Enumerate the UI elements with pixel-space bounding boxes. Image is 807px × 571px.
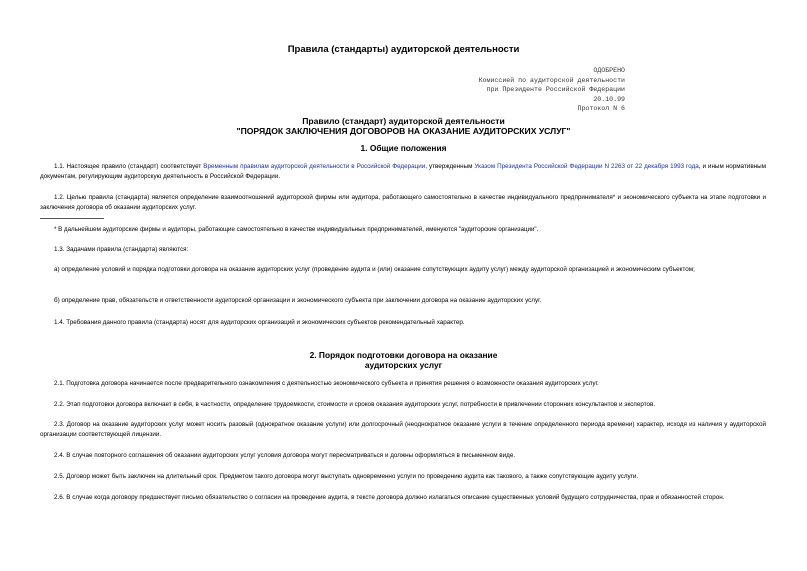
paragraph-2-1: 2.1. Подготовка договора начинается после предварительного ознакомления с деятельностью экономического субъекта и принятия решения о возможности оказания аудиторских услуг. (54, 380, 599, 387)
link-presidential-decree[interactable]: Указом Президента Российской Федерации N 2263 от 22 декабря 1993 года (474, 163, 699, 170)
paragraph-2-5: 2.5. Договор может быть заключен на длительный срок. Предметом такого договора могут выступать одновременно услуги по проведению аудита как такового, а также сопутствующие аудиту услуги. (54, 473, 639, 480)
rule-title-line: Правило (стандарт) аудиторской деятельности (302, 116, 505, 126)
approval-line: Протокол N 6 (577, 105, 625, 113)
footnote-divider (40, 218, 104, 219)
paragraph-1-3-b: б) определение прав, обязательств и ответственности аудиторской организации и экономического субъекта при заключении договора на оказание аудиторских услуг. (54, 297, 542, 304)
link-temporary-rules[interactable]: Временным правилам аудиторской деятельности в Российской Федерации (203, 163, 426, 170)
paragraph-1-1: 1.1. Настоящее правило (стандарт) соответствует Временным правилам аудиторской деятельности в Российской Федерации, утвержденным Указом Президента Российской Федерации N 2263 от 22 декабря 1993 года, и иным нормативным документам, регулирующим аудиторскую деятельность в Российской Федерации. (40, 163, 766, 181)
approval-line: Комиссией по аудиторской деятельности (478, 76, 625, 84)
paragraph-2-2: 2.2. Этап подготовки договора включает в себя, в частности, определение трудоемкости, стоимости и сроков оказания аудиторских услуг, потребности в привлечении сторонних консультантов и экспертов. (54, 401, 656, 408)
section2-heading (0, 350, 807, 370)
paragraph-2-3: 2.3. Договор на оказание аудиторских услуг может носить разовый (однократное оказание услуги) или долгосрочный (неоднократное оказание услуги в течение определенного периода времени) характер, исходя из наличия у аудиторской организации соответствующей лицензии. (40, 421, 766, 439)
section1-heading: 1. Общие положения (360, 143, 447, 153)
paragraph-1-3: 1.3. Задачами правила (стандарта) являются: (54, 246, 189, 253)
footnote: * В дальнейшем аудиторские фирмы и аудиторы, работающие самостоятельно в качестве индивидуальных предпринимателей, именуются "аудиторские организации". (54, 226, 539, 233)
approval-line: 20.10.99 (593, 95, 625, 103)
paragraph-1-2: 1.2. Целью правила (стандарта) является определение взаимоотношений аудиторской фирмы или аудитора, работающего самостоятельно в качестве индивидуального предпринимателя* и экономического субъекта на этапе подготовки и заключения договора об оказании аудиторских услуг. (40, 194, 766, 212)
approval-line: при Президенте Российской Федерации (486, 86, 625, 94)
paragraph-2-6: 2.6. В случае когда договору предшествует письмо обязательство о согласии на проведение аудита, в тексте договора должно излагаться описание существенных условий будущего сотрудничества, прав и обязанностей сторон. (54, 494, 725, 501)
paragraph-1-4: 1.4. Требования данного правила (стандарта) носят для аудиторских организаций и экономических субъектов рекомендательный характер. (54, 319, 465, 326)
rule-title-line: "ПОРЯДОК ЗАКЛЮЧЕНИЯ ДОГОВОРОВ НА ОКАЗАНИЕ АУДИТОРСКИХ УСЛУГ" (236, 126, 571, 136)
section2-heading-line: аудиторских услуг (364, 360, 443, 370)
approval-stamp (479, 66, 625, 114)
approval-line: ОДОБРЕНО (593, 67, 625, 74)
section2-heading-line: 2. Порядок подготовки договора на оказание (309, 350, 498, 360)
rule-title (0, 116, 807, 136)
paragraph-1-3-a: а) определение условий и порядка подготовки договора на оказание аудиторских услуг (проведение аудита и (или) оказание сопутствующих аудиту услуг) между аудиторской организацией и экономическим субъектом; (54, 266, 695, 273)
paragraph-2-4: 2.4. В случае повторного соглашения об оказании аудиторских услуг условия договора могут пересматриваться и должны оформляться в письменном виде. (54, 452, 516, 459)
document-title: Правила (стандарты) аудиторской деятельности (287, 44, 520, 55)
